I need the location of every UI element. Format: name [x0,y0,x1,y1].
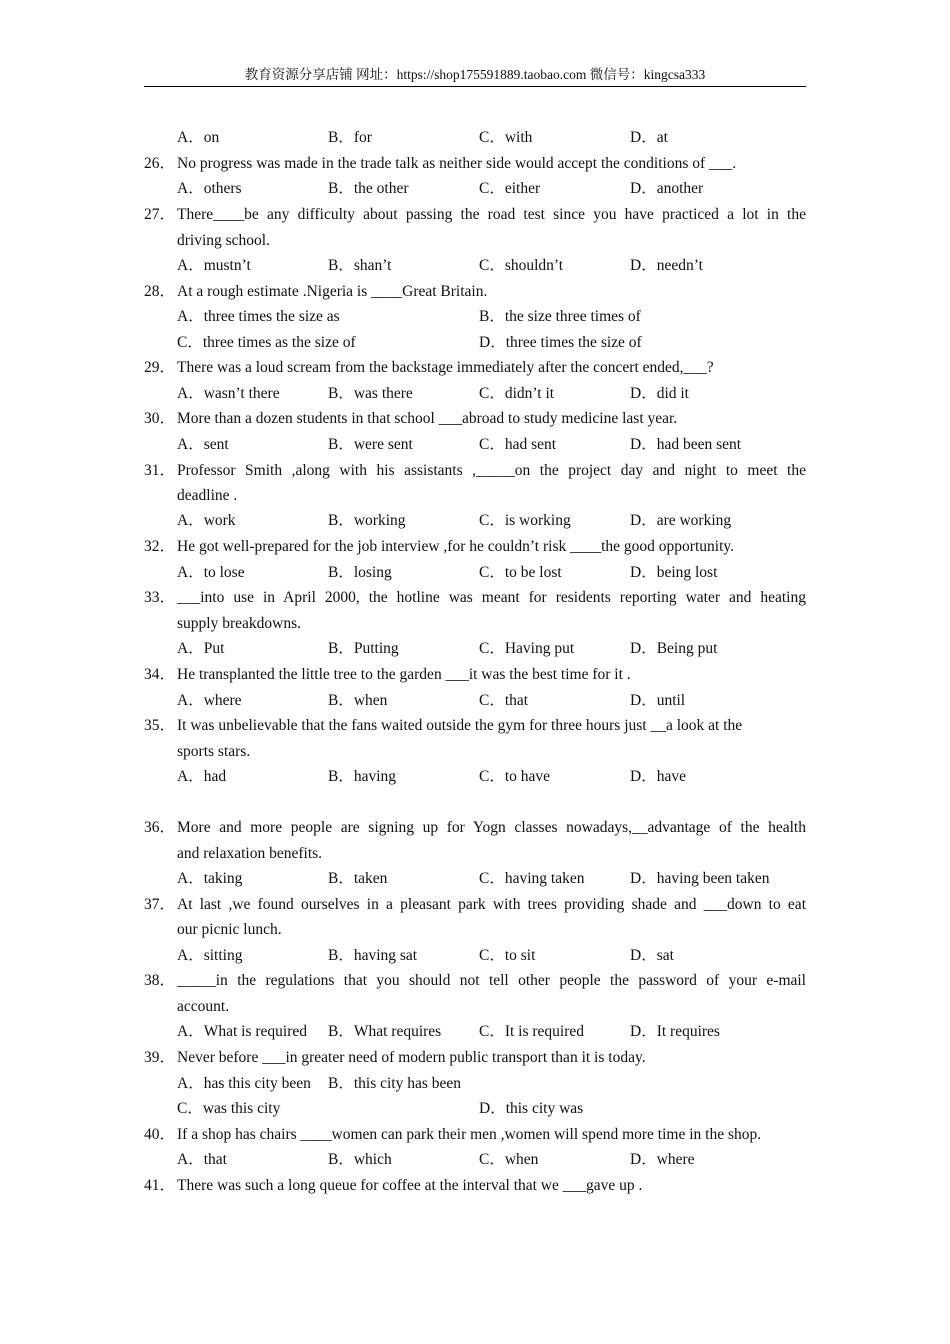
option-c: C．with [479,129,533,146]
option-c: C．having taken [479,870,585,887]
option-c: C．when [479,1151,539,1168]
option-d: D．this city was [479,1100,584,1117]
question-stem: There was such a long queue for coffee at the interval that we ___gave up . [177,1177,643,1194]
option-a: A．sent [177,436,229,453]
option-d: D．being lost [630,564,718,581]
option-b: B．the size three times of [479,308,641,325]
option-b: B．which [328,1151,392,1168]
option-c: C．shouldn’t [479,257,564,274]
question-stem-continued: sports stars. [177,743,251,760]
question-stem-continued: supply breakdowns. [177,615,301,632]
question-stem: If a shop has chairs ____women can park their men ,women will spend more time in the shop. [177,1126,762,1143]
question-stem-continued: and relaxation benefits. [177,845,323,862]
option-b: B．Putting [328,640,399,657]
option-a: A．on [177,129,220,146]
question-stem: He got well-prepared for the job interview ,for he couldn’t risk ____the good opportunity. [177,538,735,555]
option-d: D．another [630,180,704,197]
option-a: A．to lose [177,564,245,581]
question-number: 31． [144,462,176,479]
question-stem: At last ,we found ourselves in a pleasant park with trees providing shade and ___down to eat [177,896,806,913]
option-d: D．It requires [630,1023,720,1040]
option-a: A．has this city been [177,1075,311,1092]
question-number: 34． [144,666,176,683]
question-stem: He transplanted the little tree to the garden ___it was the best time for it . [177,666,631,683]
option-d: D．sat [630,947,674,964]
option-c: C．that [479,692,529,709]
option-a: A．mustn’t [177,257,251,274]
option-d: D．have [630,768,686,785]
option-b: B．losing [328,564,392,581]
option-d: D．where [630,1151,695,1168]
option-d: D．had been sent [630,436,742,453]
question-number: 39． [144,1049,176,1066]
option-a: A．had [177,768,227,785]
option-a: A．where [177,692,242,709]
option-a: A．work [177,512,236,529]
option-a: A．taking [177,870,243,887]
page-header: 教育资源分享店铺 网址：https://shop175591889.taobao.com 微信号：kingcsa333 [144,64,806,87]
option-c: C．Having put [479,640,575,657]
option-b: B．taken [328,870,388,887]
question-stem: It was unbelievable that the fans waited outside the gym for three hours just __a look at the [177,717,743,734]
question-stem: Professor Smith ,along with his assistants ,_____on the project day and night to meet the [177,462,806,479]
option-b: B．having sat [328,947,418,964]
question-number: 37． [144,896,176,913]
option-b: B．when [328,692,388,709]
option-c: C．was this city [177,1100,281,1117]
option-b: B．was there [328,385,413,402]
option-c: C．It is required [479,1023,585,1040]
option-d: D．until [630,692,686,709]
option-a: A．three times the size as [177,308,340,325]
option-d: D．did it [630,385,689,402]
question-number: 40． [144,1126,176,1143]
option-a: A．that [177,1151,227,1168]
option-c: C．to be lost [479,564,562,581]
option-b: B．for [328,129,372,146]
option-b: B．were sent [328,436,413,453]
option-b: B．the other [328,180,409,197]
question-number: 28． [144,283,176,300]
question-stem: ___into use in April 2000, the hotline was meant for residents reporting water and heating [177,589,806,606]
question-number: 32． [144,538,176,555]
question-stem: More and more people are signing up for Yogn classes nowadays,__advantage of the health [177,819,806,836]
question-stem: More than a dozen students in that school ___abroad to study medicine last year. [177,410,678,427]
option-d: D．Being put [630,640,718,657]
question-stem-continued: driving school. [177,232,270,249]
option-c: C．three times as the size of [177,334,356,351]
option-b: B．What requires [328,1023,442,1040]
option-d: D．three times the size of [479,334,642,351]
question-number: 38． [144,972,176,989]
option-c: C．either [479,180,541,197]
option-d: D．are working [630,512,732,529]
question-stem: There was a loud scream from the backstage immediately after the concert ended,___? [177,359,714,376]
option-c: C．to sit [479,947,536,964]
option-c: C．didn’t it [479,385,555,402]
question-stem: At a rough estimate .Nigeria is ____Great Britain. [177,283,488,300]
option-d: D．needn’t [630,257,703,274]
option-a: A．wasn’t there [177,385,280,402]
option-c: C．is working [479,512,571,529]
question-number: 41． [144,1177,176,1194]
question-stem: _____in the regulations that you should not tell other people the password of your e-mail [177,972,806,989]
option-a: A．others [177,180,242,197]
option-a: A．Put [177,640,225,657]
question-stem: There____be any difficulty about passing the road test since you have practiced a lot in the [177,206,806,223]
option-b: B．this city has been [328,1075,462,1092]
option-a: A．What is required [177,1023,307,1040]
option-d: D．having been taken [630,870,770,887]
question-number: 26． [144,155,176,172]
question-number: 29． [144,359,176,376]
option-b: B．working [328,512,406,529]
question-number: 27． [144,206,176,223]
question-stem-continued: our picnic lunch. [177,921,282,938]
question-number: 30． [144,410,176,427]
question-number: 36． [144,819,176,836]
question-stem: Never before ___in greater need of modern public transport than it is today. [177,1049,646,1066]
question-number: 33． [144,589,176,606]
option-b: B．having [328,768,397,785]
option-a: A．sitting [177,947,243,964]
question-stem-continued: deadline . [177,487,238,504]
option-c: C．had sent [479,436,557,453]
question-stem-continued: account. [177,998,230,1015]
option-d: D．at [630,129,668,146]
question-number: 35． [144,717,176,734]
option-b: B．shan’t [328,257,392,274]
option-c: C．to have [479,768,551,785]
question-stem: No progress was made in the trade talk as neither side would accept the conditions of ___. [177,155,737,172]
